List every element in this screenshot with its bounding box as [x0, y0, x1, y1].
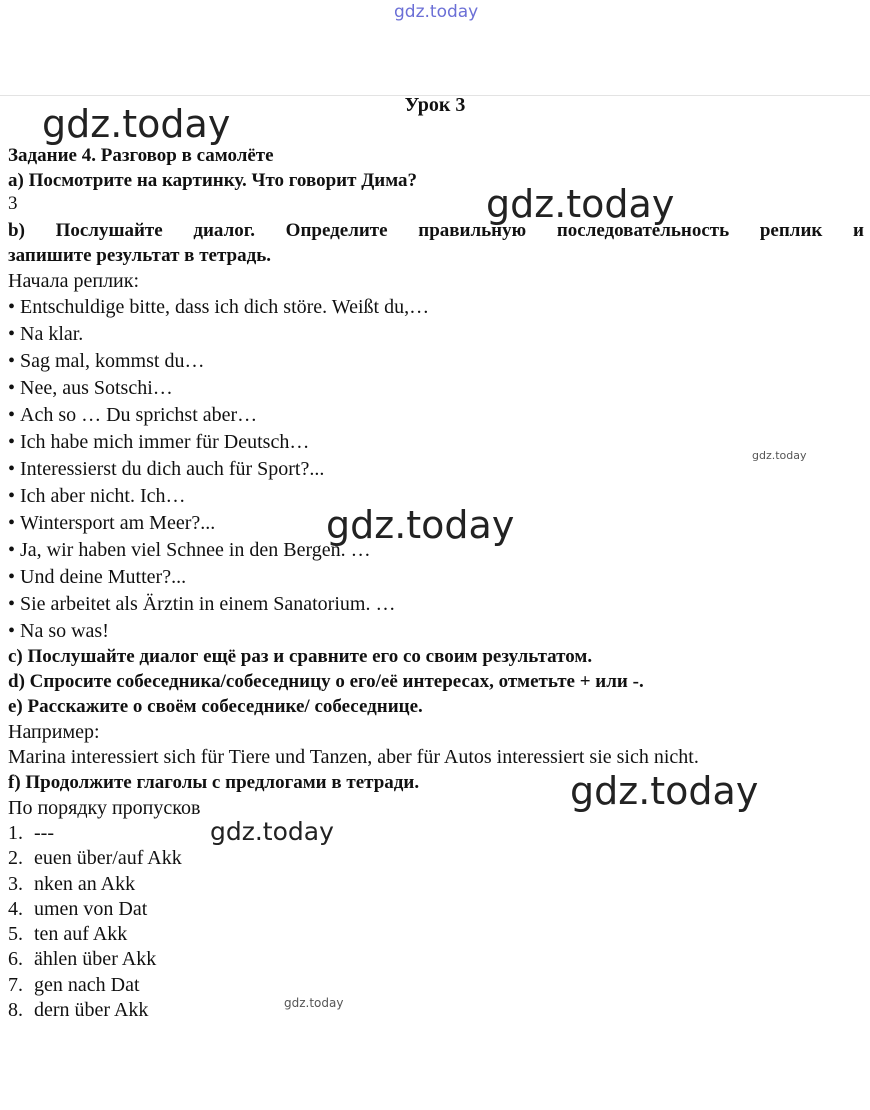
list-item: 6. ählen über Akk — [8, 948, 157, 971]
list-item: 2. euen über/auf Akk — [8, 847, 182, 870]
gaps-list — [8, 822, 182, 1024]
watermark: gdz.today — [752, 449, 807, 462]
lesson-title: Урок 3 — [404, 94, 466, 116]
watermark: gdz.today — [210, 817, 334, 846]
watermark: gdz.today — [326, 503, 515, 547]
watermark: gdz.today — [486, 182, 675, 226]
list-item: • Nee, aus Sotschi… — [8, 377, 173, 399]
bullet-icon: • — [8, 431, 16, 453]
task-heading: Задание 4. Разговор в самолёте — [8, 145, 274, 166]
part-b-instruction-line2: запишите результат в тетрадь. — [8, 245, 272, 266]
watermark: gdz.today — [284, 996, 344, 1010]
watermark: gdz.today — [42, 102, 231, 146]
bullet-icon: • — [8, 539, 16, 561]
list-item: • Ja, wir haben viel Schnee in den Bergen. … — [8, 539, 371, 561]
bullet-icon: • — [8, 512, 16, 534]
list-item: • Na klar. — [8, 323, 84, 345]
part-e-instruction: e) Расскажите о своём собеседнике/ собеседнице. — [8, 696, 423, 717]
list-item: 3. nken an Akk — [8, 872, 136, 895]
replies-intro: Начала реплик: — [8, 270, 140, 292]
list-item: • Sie arbeitet als Ärztin in einem Sanatorium. … — [8, 593, 396, 615]
list-item: • Ach so … Du sprichst aber… — [8, 404, 258, 426]
part-a-answer: 3 — [8, 193, 18, 214]
part-b-instruction-line1: b) Послушайте диалог. Определите правильную последовательность реплик и — [8, 220, 864, 241]
list-item: 7. gen nach Dat — [8, 973, 140, 996]
bullet-icon: • — [8, 377, 16, 399]
part-a-instruction: a) Посмотрите на картинку. Что говорит Дима? — [8, 170, 418, 191]
list-item: • Wintersport am Meer?... — [8, 512, 216, 534]
list-item: • Sag mal, kommst du… — [8, 350, 205, 372]
watermark-top: gdz.today — [394, 2, 479, 22]
bullet-icon: • — [8, 620, 16, 642]
bullet-icon: • — [8, 296, 16, 318]
gaps-intro: По порядку пропусков — [8, 797, 201, 819]
list-item: • Interessierst du dich auch für Sport?... — [8, 458, 325, 480]
bullet-icon: • — [8, 485, 16, 507]
watermark: gdz.today — [570, 769, 759, 813]
list-item: • Und deine Mutter?... — [8, 566, 187, 588]
list-item: • Entschuldige bitte, dass ich dich störe. Weißt du,… — [8, 296, 430, 318]
bullet-icon: • — [8, 566, 16, 588]
list-item: • Ich aber nicht. Ich… — [8, 485, 186, 507]
replies-list — [8, 295, 429, 646]
part-f-instruction: f) Продолжите глаголы с предлогами в тетради. — [8, 772, 420, 793]
part-d-instruction: d) Спросите собеседника/собеседницу о его/её интересах, отметьте + или -. — [8, 671, 644, 692]
bullet-icon: • — [8, 458, 16, 480]
example-label: Например: — [8, 721, 100, 743]
list-item: • Na so was! — [8, 620, 109, 642]
list-item: 8. dern über Akk — [8, 999, 149, 1022]
part-c-instruction: c) Послушайте диалог ещё раз и сравните его со своим результатом. — [8, 646, 593, 667]
bullet-icon: • — [8, 593, 16, 615]
list-item: • Ich habe mich immer für Deutsch… — [8, 431, 310, 453]
list-item: 1. --- — [8, 822, 54, 844]
bullet-icon: • — [8, 323, 16, 345]
bullet-icon: • — [8, 350, 16, 372]
bullet-icon: • — [8, 404, 16, 426]
example-text: Marina interessiert sich für Tiere und Tanzen, aber für Autos interessiert sie sich nicht. — [8, 746, 699, 768]
list-item: 4. umen von Dat — [8, 897, 148, 920]
list-item: 5. ten auf Akk — [8, 923, 128, 946]
